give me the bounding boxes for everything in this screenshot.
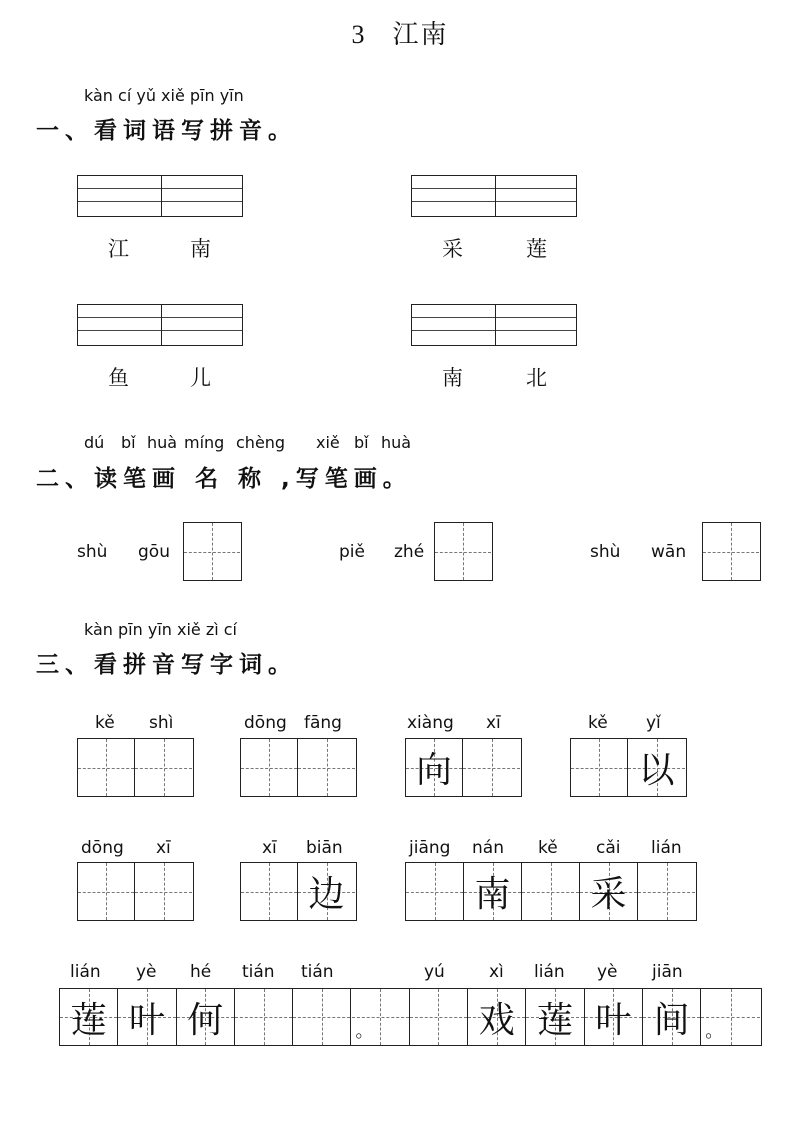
word-pinyin: lián bbox=[70, 962, 101, 982]
lesson-title: 江南 bbox=[392, 20, 449, 50]
pinyin-writing-grid[interactable] bbox=[77, 175, 243, 217]
word-pinyin: tián bbox=[301, 962, 334, 982]
grid-char bbox=[235, 989, 292, 1045]
grid-char bbox=[241, 739, 297, 796]
section2-pinyin-xie: xiě bbox=[316, 433, 340, 452]
word-pinyin: biān bbox=[306, 838, 343, 858]
section2-pinyin-hua: huà bbox=[147, 433, 178, 452]
word-pinyin: dōng bbox=[81, 838, 124, 858]
word-pinyin: xì bbox=[489, 962, 504, 982]
word-pinyin: dōng bbox=[244, 713, 287, 733]
grid-char bbox=[135, 863, 192, 920]
pinyin-writing-grid[interactable] bbox=[411, 304, 577, 346]
word-char: 南 bbox=[190, 237, 211, 261]
section2-pinyin-hua2: huà bbox=[381, 433, 412, 452]
word-pinyin: jiāng bbox=[409, 838, 451, 858]
grid-char bbox=[571, 739, 627, 796]
word-pinyin: tián bbox=[242, 962, 275, 982]
grid-char: 何 bbox=[187, 999, 224, 1041]
section2-pinyin-du: dú bbox=[84, 433, 105, 452]
grid-char bbox=[78, 739, 134, 796]
word-pinyin: yǐ bbox=[646, 713, 661, 733]
word-pinyin: lián bbox=[534, 962, 565, 982]
section3-heading: 三、看拼音写字词。 bbox=[36, 652, 297, 678]
section3-pinyin: kàn pīn yīn xiě zì cí bbox=[84, 620, 237, 639]
grid-char bbox=[463, 739, 520, 796]
char-writing-grid[interactable] bbox=[240, 862, 357, 921]
grid-char bbox=[522, 863, 579, 920]
char-writing-grid[interactable] bbox=[77, 738, 194, 797]
stroke-pinyin: piě bbox=[339, 542, 365, 562]
section2-pinyin-bi2: bǐ bbox=[354, 433, 369, 452]
grid-char bbox=[638, 863, 695, 920]
grid-char: 采 bbox=[590, 874, 627, 915]
word-pinyin: fāng bbox=[304, 713, 342, 733]
stroke-pinyin: zhé bbox=[394, 542, 425, 562]
word-pinyin: xī bbox=[262, 838, 277, 858]
section1-pinyin: kàn cí yǔ xiě pīn yīn bbox=[84, 86, 244, 105]
word-char: 南 bbox=[442, 366, 463, 390]
grid-char bbox=[298, 739, 355, 796]
grid-char: 戏 bbox=[478, 999, 515, 1041]
word-pinyin: jiān bbox=[652, 962, 683, 982]
word-pinyin: yú bbox=[424, 962, 445, 982]
grid-char bbox=[135, 739, 192, 796]
grid-char: 间 bbox=[653, 999, 690, 1041]
stroke-writing-box[interactable] bbox=[183, 522, 242, 581]
stroke-pinyin: shù bbox=[590, 542, 621, 562]
grid-char: 向 bbox=[415, 750, 452, 791]
grid-char: 莲 bbox=[537, 999, 574, 1041]
word-char: 儿 bbox=[190, 366, 211, 390]
word-pinyin: xiàng bbox=[407, 713, 454, 733]
stroke-pinyin: wān bbox=[651, 542, 687, 562]
section2-pinyin-cheng: chèng bbox=[236, 433, 286, 452]
word-char: 北 bbox=[526, 366, 547, 390]
grid-char: 以 bbox=[638, 750, 675, 791]
word-char: 江 bbox=[108, 237, 129, 261]
word-pinyin: kě bbox=[588, 713, 608, 733]
char-writing-grid[interactable] bbox=[405, 738, 522, 797]
section2-pinyin-ming: míng bbox=[184, 433, 225, 452]
grid-char: 莲 bbox=[70, 999, 107, 1041]
word-pinyin: lián bbox=[651, 838, 682, 858]
char-writing-grid[interactable] bbox=[77, 862, 194, 921]
word-pinyin: xī bbox=[156, 838, 171, 858]
period-mark: 。 bbox=[705, 1021, 724, 1042]
word-pinyin: xī bbox=[486, 713, 501, 733]
pinyin-writing-grid[interactable] bbox=[77, 304, 243, 346]
grid-char bbox=[293, 989, 350, 1045]
stroke-writing-box[interactable] bbox=[702, 522, 761, 581]
word-char: 鱼 bbox=[108, 366, 129, 390]
sentence-writing-grid[interactable] bbox=[59, 988, 762, 1046]
grid-char bbox=[406, 863, 463, 920]
char-writing-grid[interactable] bbox=[240, 738, 357, 797]
word-char: 采 bbox=[442, 237, 463, 261]
word-pinyin: yè bbox=[136, 962, 157, 982]
stroke-pinyin: gōu bbox=[138, 542, 170, 562]
grid-char bbox=[78, 863, 134, 920]
word-pinyin: shì bbox=[149, 713, 174, 733]
grid-char: 南 bbox=[474, 874, 511, 915]
word-pinyin: yè bbox=[597, 962, 618, 982]
word-pinyin: hé bbox=[190, 962, 212, 982]
period-mark: 。 bbox=[355, 1021, 374, 1042]
pinyin-writing-grid[interactable] bbox=[411, 175, 577, 217]
word-pinyin: kě bbox=[538, 838, 558, 858]
char-writing-grid[interactable] bbox=[405, 862, 697, 921]
grid-char bbox=[241, 863, 297, 920]
page-title bbox=[0, 14, 800, 51]
section2-heading: 二、读笔画 名 称 ,写笔画。 bbox=[36, 466, 412, 492]
word-pinyin: kě bbox=[95, 713, 115, 733]
section2-pinyin-bi: bǐ bbox=[121, 433, 136, 452]
grid-char bbox=[410, 989, 467, 1045]
grid-char: 叶 bbox=[595, 999, 632, 1041]
lesson-number: 3 bbox=[351, 20, 367, 49]
word-pinyin: cǎi bbox=[596, 838, 621, 858]
grid-char: 叶 bbox=[128, 999, 165, 1041]
word-char: 莲 bbox=[526, 237, 547, 261]
stroke-pinyin: shù bbox=[77, 542, 108, 562]
word-pinyin: nán bbox=[472, 838, 504, 858]
grid-char: 边 bbox=[308, 874, 345, 915]
char-writing-grid[interactable] bbox=[570, 738, 687, 797]
section1-heading: 一、看词语写拼音。 bbox=[36, 118, 297, 144]
stroke-writing-box[interactable] bbox=[434, 522, 493, 581]
